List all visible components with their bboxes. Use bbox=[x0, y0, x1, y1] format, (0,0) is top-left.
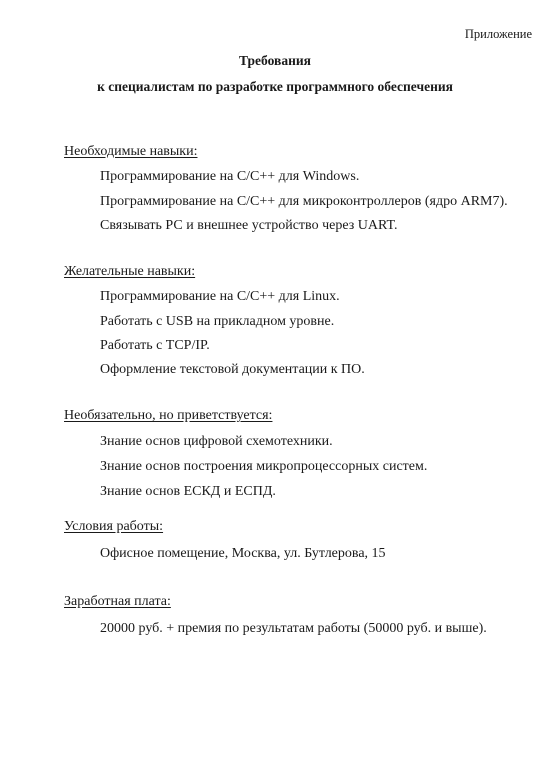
work-conditions-item: Офисное помещение, Москва, ул. Бутлерова, 15 bbox=[100, 546, 386, 561]
required-skill-item: Программирование на C/C++ для микроконтроллеров (ядро ARM7). bbox=[100, 194, 508, 209]
salary-item: 20000 руб. + премия по результатам работы (50000 руб. и выше). bbox=[100, 621, 487, 636]
section-heading-optional: Необязательно, но приветствуется: bbox=[64, 408, 273, 423]
appendix-label: Приложение bbox=[464, 27, 532, 41]
section-heading-required-skills: Необходимые навыки: bbox=[64, 144, 198, 159]
desired-skill-item: Программирование на C/C++ для Linux. bbox=[100, 289, 340, 304]
optional-item: Знание основ ЕСКД и ЕСПД. bbox=[100, 484, 276, 499]
desired-skill-item: Оформление текстовой документации к ПО. bbox=[100, 362, 365, 377]
document-title: Требования bbox=[239, 53, 311, 68]
section-heading-salary: Заработная плата: bbox=[64, 594, 171, 609]
optional-item: Знание основ построения микропроцессорных систем. bbox=[100, 459, 428, 474]
desired-skill-item: Работать с TCP/IP. bbox=[100, 338, 210, 353]
required-skill-item: Программирование на C/C++ для Windows. bbox=[100, 169, 360, 184]
document-subtitle: к специалистам по разработке программного обеспечения bbox=[97, 79, 453, 94]
section-heading-desired-skills: Желательные навыки: bbox=[64, 264, 196, 279]
section-heading-work-conditions: Условия работы: bbox=[64, 519, 164, 534]
required-skill-item: Связывать РС и внешнее устройство через UART. bbox=[100, 218, 398, 233]
optional-item: Знание основ цифровой схемотехники. bbox=[100, 434, 333, 449]
desired-skill-item: Работать с USB на прикладном уровне. bbox=[100, 314, 335, 329]
